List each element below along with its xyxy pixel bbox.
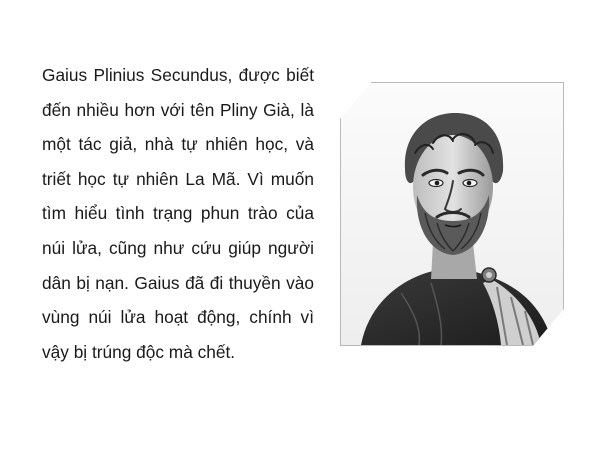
biography-paragraph [42,58,314,369]
paragraph-line: triết học tự nhiên La Mã. Vì muốn [42,168,314,189]
paragraph-line: đến nhiều hơn với tên Pliny Già, là [42,99,314,120]
paragraph-line: dân bị nạn. Gaius đã đi thuyền vào [42,272,314,293]
paragraph-line: một tác giả, nhà tự nhiên học, và [42,134,314,155]
paragraph-line: Gaius Plinius Secundus, được biết [42,65,314,85]
portrait-image-frame [340,82,564,346]
paragraph-line: núi lửa, cũng như cứu giúp người [42,237,314,258]
paragraph-line: tìm hiểu tình trạng phun trào của [42,203,314,224]
paragraph-line: vậy bị trúng độc mà chết. [42,341,236,362]
bearded-man-portrait-icon [341,83,563,345]
paragraph-line: vùng núi lửa hoạt động, chính vì [42,307,314,328]
